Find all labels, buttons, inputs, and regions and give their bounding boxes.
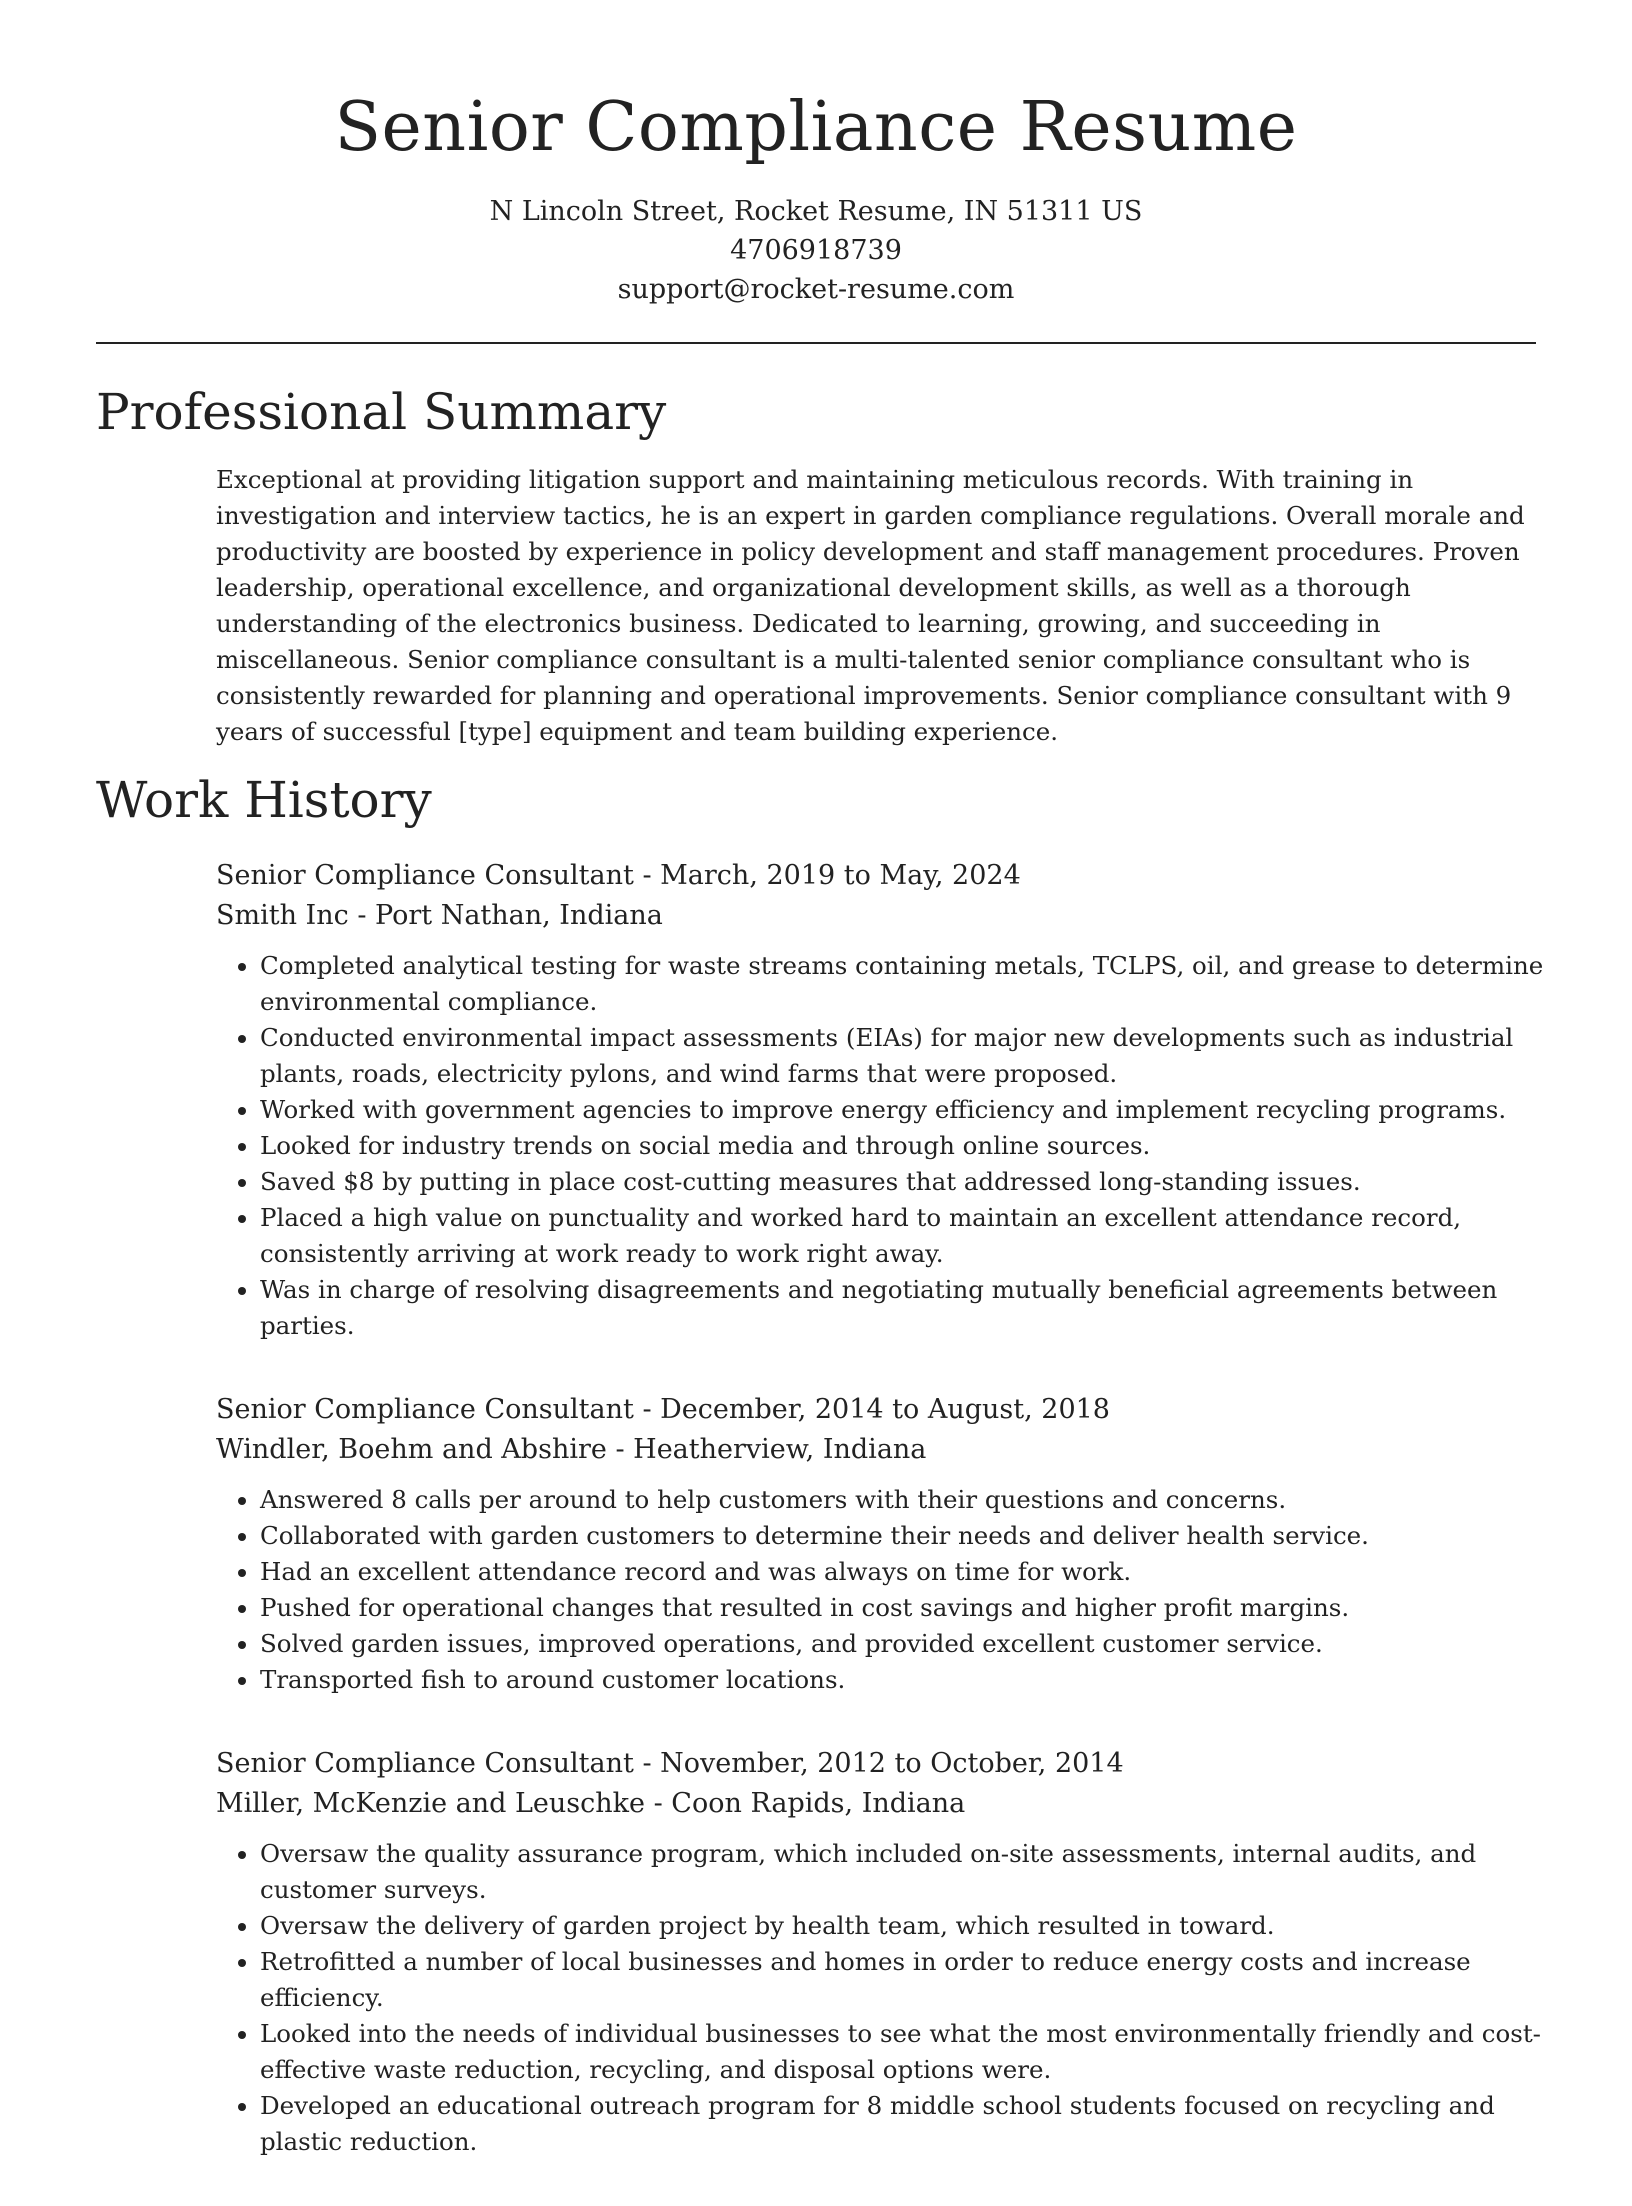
- job-title: Senior Compliance Consultant: [216, 1394, 634, 1425]
- job-dates: December, 2014 to August, 2018: [660, 1394, 1110, 1425]
- resume-title: Senior Compliance Resume: [334, 88, 1298, 167]
- work-history-heading: Work History: [96, 771, 432, 829]
- resume-header: [0, 0, 1632, 309]
- job-company-line: Smith Inc - Port Nathan, Indiana: [216, 900, 663, 931]
- job-bullet: • Oversaw the quality assurance program, which included on-site assessments, internal audits, and customer surveys.: [260, 1836, 1546, 1908]
- job-bullets: [216, 948, 1546, 1344]
- job-bullet: • Pushed for operational changes that resulted in cost savings and higher profit margins.: [260, 1590, 1546, 1626]
- summary-heading: Professional Summary: [96, 383, 667, 441]
- summary-text: Exceptional at providing litigation support and maintaining meticulous records. With training in investigation and interview tactics, he is an expert in garden compliance regulations. Overall morale and productivity are boosted by experience in policy development and staff management procedures. Proven leadership, operational excellence, and organizational development skills, as well as a thorough understanding of the electronics business. Dedicated to learning, growing, and succeeding in miscellaneous. Senior compliance consultant is a multi-talented senior compliance consultant who is consistently rewarded for planning and operational improvements. Senior compliance consultant with 9 years of successful [type] equipment and team building experience.: [216, 465, 1525, 746]
- job-bullet: • Oversaw the delivery of garden project by health team, which resulted in toward.: [260, 1908, 1546, 1944]
- job-bullet: • Developed an educational outreach program for 8 middle school students focused on recycling and plastic reduction.: [260, 2088, 1546, 2160]
- job-location: Coon Rapids, Indiana: [671, 1788, 966, 1819]
- job-entry: [216, 1390, 1546, 1698]
- job-entry: [216, 856, 1546, 1344]
- job-bullet: • Collaborated with garden customers to determine their needs and deliver health service.: [260, 1518, 1546, 1554]
- job-company: Smith Inc: [216, 900, 349, 931]
- contact-email: support@rocket-resume.com: [617, 274, 1015, 305]
- job-bullet: • Solved garden issues, improved operations, and provided excellent customer service.: [260, 1626, 1546, 1662]
- contact-block: [0, 192, 1632, 309]
- job-company: Windler, Boehm and Abshire: [216, 1434, 607, 1465]
- job-bullet: • Retrofitted a number of local businesses and homes in order to reduce energy costs and increase efficiency.: [260, 1944, 1546, 2016]
- job-bullet: • Saved $8 by putting in place cost-cutting measures that addressed long-standing issues.: [260, 1164, 1546, 1200]
- job-title: Senior Compliance Consultant: [216, 860, 634, 891]
- job-title-line: Senior Compliance Consultant - November, 2012 to October, 2014: [216, 1748, 1124, 1779]
- job-bullets: [216, 1482, 1546, 1698]
- job-entry: [216, 1744, 1546, 2160]
- job-bullet: • Placed a high value on punctuality and worked hard to maintain an excellent attendance record, consistently arriving at work ready to work right away.: [260, 1200, 1546, 1272]
- job-company: Miller, McKenzie and Leuschke: [216, 1788, 645, 1819]
- job-bullet: • Looked into the needs of individual businesses to see what the most environmentally friendly and cost-effective waste reduction, recycling, and disposal options were.: [260, 2016, 1546, 2088]
- job-title-line: Senior Compliance Consultant - March, 2019 to May, 2024: [216, 860, 1021, 891]
- job-bullet: • Worked with government agencies to improve energy efficiency and implement recycling programs.: [260, 1092, 1546, 1128]
- job-location: Port Nathan, Indiana: [375, 900, 663, 931]
- contact-address: N Lincoln Street, Rocket Resume, IN 51311 US: [489, 196, 1143, 227]
- job-dates: March, 2019 to May, 2024: [660, 860, 1021, 891]
- job-bullet: • Transported fish to around customer locations.: [260, 1662, 1546, 1698]
- job-bullet: • Had an excellent attendance record and was always on time for work.: [260, 1554, 1546, 1590]
- job-dates: November, 2012 to October, 2014: [660, 1748, 1124, 1779]
- job-title-line: Senior Compliance Consultant - December, 2014 to August, 2018: [216, 1394, 1110, 1425]
- header-divider: [96, 342, 1536, 344]
- job-bullet: • Looked for industry trends on social media and through online sources.: [260, 1128, 1546, 1164]
- job-bullet: • Conducted environmental impact assessments (EIAs) for major new developments such as industrial plants, roads, electricity pylons, and wind farms that were proposed.: [260, 1020, 1546, 1092]
- job-company-line: Windler, Boehm and Abshire - Heatherview, Indiana: [216, 1434, 927, 1465]
- job-bullet: • Answered 8 calls per around to help customers with their questions and concerns.: [260, 1482, 1546, 1518]
- job-bullets: [216, 1836, 1546, 2160]
- contact-phone: 4706918739: [730, 235, 902, 266]
- job-bullet: • Completed analytical testing for waste streams containing metals, TCLPS, oil, and grease to determine environmental compliance.: [260, 948, 1546, 1020]
- job-company-line: Miller, McKenzie and Leuschke - Coon Rapids, Indiana: [216, 1788, 966, 1819]
- job-location: Heatherview, Indiana: [633, 1434, 927, 1465]
- job-title: Senior Compliance Consultant: [216, 1748, 634, 1779]
- work-history-list: [216, 856, 1546, 2206]
- job-bullet: • Was in charge of resolving disagreements and negotiating mutually beneficial agreements between parties.: [260, 1272, 1546, 1344]
